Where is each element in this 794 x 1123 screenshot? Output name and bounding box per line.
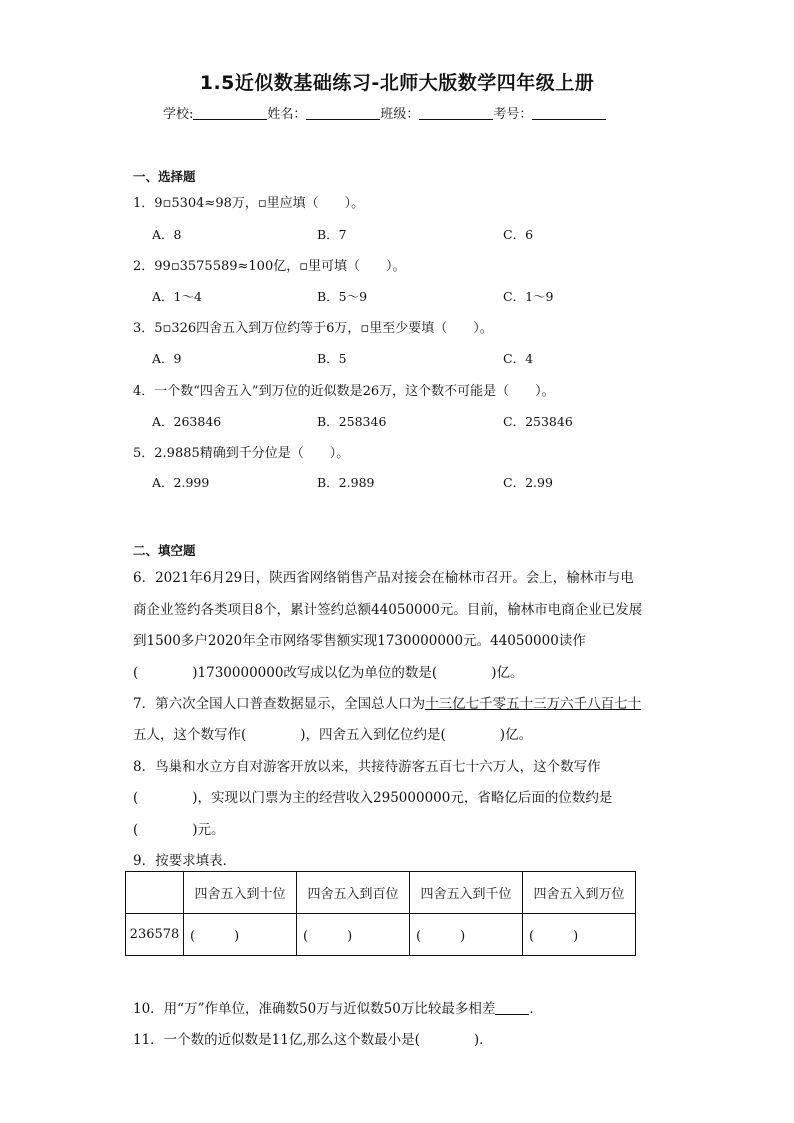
section-heading-choice: 一、选择题 <box>133 169 196 184</box>
q1-option-c[interactable]: C．6 <box>503 227 534 242</box>
question-8-line-1: 8．鸟巢和水立方自对游客开放以来，共接待游客五百七十六万人，这个数写作 <box>133 759 601 775</box>
table-header-cell <box>126 872 184 914</box>
q10-end: ． <box>529 1001 543 1017</box>
question-4-stem: 4．一个数“四舍五入”到万位的近似数是26万，这个数不可能是（ ）。 <box>133 384 555 399</box>
question-3-stem: 3．5▫326四舍五入到万位约等于6万，▫里至少要填（ ）。 <box>133 321 493 336</box>
q4-option-b[interactable]: B．258346 <box>317 414 387 429</box>
rounding-table <box>125 871 636 956</box>
class-label: 班级： <box>380 107 420 122</box>
question-11: 11．一个数的近似数是11亿,那么这个数最小是( )． <box>133 1032 493 1048</box>
q4-option-a[interactable]: A．263846 <box>152 414 222 429</box>
table-cell-answer[interactable]: ( ) <box>523 914 636 956</box>
table-header-cell: 四舍五入到百位 <box>297 872 410 914</box>
q5-option-c[interactable]: C．2.99 <box>503 475 553 490</box>
question-1-stem: 1．9▫5304≈98万，▫里应填（ ）。 <box>133 196 365 211</box>
number-label: 考号： <box>493 107 533 122</box>
q3-option-c[interactable]: C．4 <box>503 351 534 366</box>
table-row <box>126 914 636 956</box>
question-10 <box>133 997 543 1017</box>
table-header-cell: 四舍五入到千位 <box>410 872 523 914</box>
q5-option-b[interactable]: B．2.989 <box>317 475 375 490</box>
school-label: 学校: <box>163 107 194 122</box>
q5-option-a[interactable]: A．2.999 <box>152 475 210 490</box>
table-cell-answer[interactable]: ( ) <box>410 914 523 956</box>
table-header-row <box>126 872 636 914</box>
q2-option-c[interactable]: C．1～9 <box>503 289 554 304</box>
q1-option-b[interactable]: B．7 <box>317 227 347 242</box>
name-label: 姓名： <box>267 107 307 122</box>
question-6-line-2: 商企业签约各类项目8个，累计签约总额44050000元。目前，榆林市电商企业已发展 <box>133 602 643 618</box>
q1-option-a[interactable]: A．8 <box>152 227 182 242</box>
question-9-stem: 9．按要求填表． <box>133 853 237 869</box>
section-heading-fill: 二、填空题 <box>133 543 196 558</box>
number-blank[interactable] <box>532 107 606 120</box>
page-title: 1.5近似数基础练习-北师大版数学四年级上册 <box>199 72 595 94</box>
q3-option-a[interactable]: A．9 <box>152 351 182 366</box>
question-6-line-1: 6．2021年6月29日，陕西省网络销售产品对接会在榆林市召开。会上，榆林市与电 <box>133 570 634 586</box>
q7-underlined-number: 十三亿七千零五十三万六千八百七十 <box>425 696 642 712</box>
student-info <box>163 103 606 122</box>
question-8-line-2: ( )，实现以门票为主的经营收入295000000元，省略亿后面的位数约是 <box>133 790 613 806</box>
question-6-line-3: 到1500多户2020年全市网络零售额实现1730000000元。44050000读作 <box>133 633 586 649</box>
q2-option-a[interactable]: A．1～4 <box>152 289 202 304</box>
q2-option-b[interactable]: B．5～9 <box>317 289 368 304</box>
table-cell-number: 236578 <box>126 914 184 956</box>
table-header-cell: 四舍五入到万位 <box>523 872 636 914</box>
table-cell-answer[interactable]: ( ) <box>184 914 297 956</box>
question-8-line-3: ( )元。 <box>133 822 225 838</box>
q3-option-b[interactable]: B．5 <box>317 351 347 366</box>
question-5-stem: 5．2.9885精确到千分位是（ ）。 <box>133 446 350 461</box>
table-header-cell: 四舍五入到十位 <box>184 872 297 914</box>
q10-answer-blank[interactable] <box>495 1002 529 1015</box>
question-7-line-1 <box>133 692 641 712</box>
q4-option-c[interactable]: C．253846 <box>503 414 573 429</box>
q10-stem: 10．用“万”作单位，准确数50万与近似数50万比较最多相差 <box>133 1001 496 1017</box>
question-2-stem: 2．99▫3575589≈100亿，▫里可填（ ）。 <box>133 259 406 274</box>
class-blank[interactable] <box>419 107 493 120</box>
school-blank[interactable] <box>193 107 267 120</box>
question-7-line-2: 五人，这个数写作( )，四舍五入到亿位约是( )亿。 <box>133 727 533 743</box>
q7-prefix: 7．第六次全国人口普查数据显示，全国总人口为 <box>133 696 426 712</box>
table-cell-answer[interactable]: ( ) <box>297 914 410 956</box>
question-6-line-4: ( )1730000000改写成以亿为单位的数是( )亿。 <box>133 665 524 681</box>
name-blank[interactable] <box>306 107 380 120</box>
